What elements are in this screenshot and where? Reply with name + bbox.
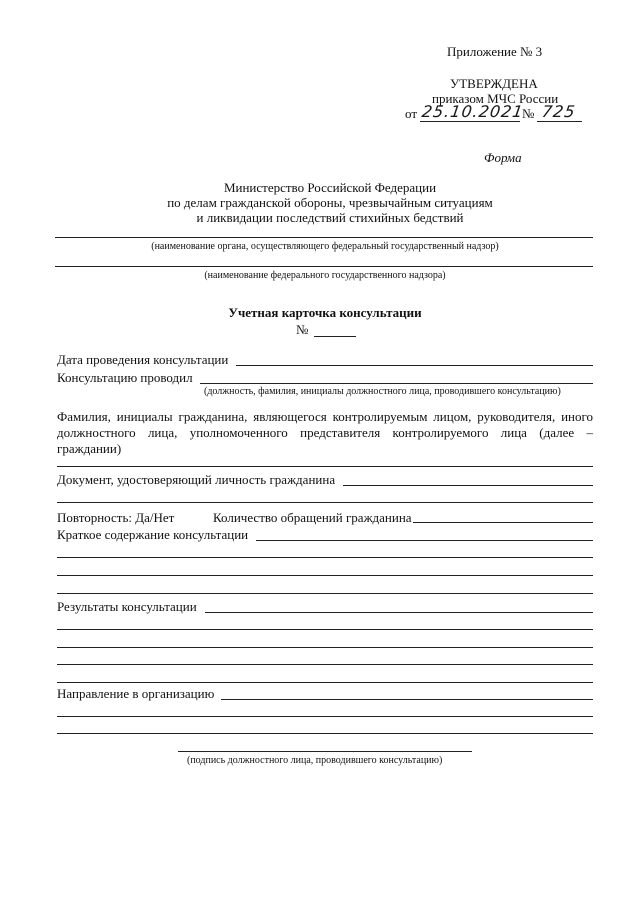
conducted-by-label: Консультацию проводил (57, 370, 193, 385)
results-line-5[interactable] (57, 682, 593, 683)
date-field-line[interactable] (236, 365, 593, 366)
results-line-3[interactable] (57, 647, 593, 648)
card-title: Учетная карточка консультации (228, 305, 422, 320)
summary-label: Краткое содержание консультации (57, 527, 249, 542)
referral-label: Направление в организацию (57, 686, 215, 701)
organ-caption: (наименование органа, осуществляющего федеральный государственный надзор) (151, 241, 499, 252)
summary-line-3[interactable] (57, 575, 593, 576)
approved-label: УТВЕРЖДЕНА (450, 76, 538, 91)
repeat-label: Повторность: Да/Нет (57, 510, 175, 525)
handwritten-number: 725 (540, 102, 577, 121)
order-of-label: приказом МЧС России (432, 91, 559, 106)
document-line-1[interactable] (343, 485, 593, 486)
referral-line-3[interactable] (57, 733, 593, 734)
document-line-2[interactable] (57, 502, 593, 503)
ministry-line-2: по делам гражданской обороны, чрезвычайным ситуациям (167, 195, 493, 210)
conducted-by-line[interactable] (200, 383, 593, 384)
signature-caption: (подпись должностного лица, проводившего консультацию) (187, 755, 443, 766)
card-number-label: № (296, 322, 309, 337)
number-underline (537, 121, 582, 122)
appeals-count-label: Количество обращений гражданина (213, 510, 412, 525)
citizen-name-label: Фамилия, инициалы гражданина, являющегося контролируемым лицом, руководителя, иного должностного лица, уполномоченного представителя контролируемого лица (далее – граждании) (57, 409, 593, 456)
date-field-label: Дата проведения консультации (57, 352, 229, 367)
supervision-caption: (наименование федерального государственного надзора) (204, 270, 446, 281)
results-label: Результаты консультации (57, 599, 197, 614)
appeals-count-line[interactable] (413, 522, 593, 523)
position-caption: (должность, фамилия, инициалы должностного лица, проводившего консультацию) (204, 386, 561, 397)
from-label: от (405, 106, 418, 121)
referral-line-2[interactable] (57, 716, 593, 717)
number-label: № (522, 106, 535, 121)
summary-line-2[interactable] (57, 557, 593, 558)
date-underline (420, 121, 520, 122)
signature-line[interactable] (178, 751, 472, 752)
document-label: Документ, удостоверяющий личность гражданина (57, 472, 336, 487)
supervision-line (55, 266, 593, 267)
referral-line-1[interactable] (221, 699, 593, 700)
handwritten-date: 25.10.2021 (420, 102, 525, 121)
card-number-line (314, 336, 356, 337)
ministry-line-1: Министерство Российской Федерации (223, 180, 437, 195)
organ-line (55, 237, 593, 238)
results-line-2[interactable] (57, 629, 593, 630)
summary-line-4[interactable] (57, 593, 593, 594)
appendix-label: Приложение № 3 (447, 44, 543, 59)
ministry-line-3: и ликвидации последствий стихийных бедствий (196, 210, 464, 225)
results-line-1[interactable] (205, 612, 593, 613)
form-label: Форма (484, 150, 522, 165)
results-line-4[interactable] (57, 664, 593, 665)
citizen-name-line[interactable] (57, 466, 593, 467)
summary-line-1[interactable] (256, 540, 593, 541)
